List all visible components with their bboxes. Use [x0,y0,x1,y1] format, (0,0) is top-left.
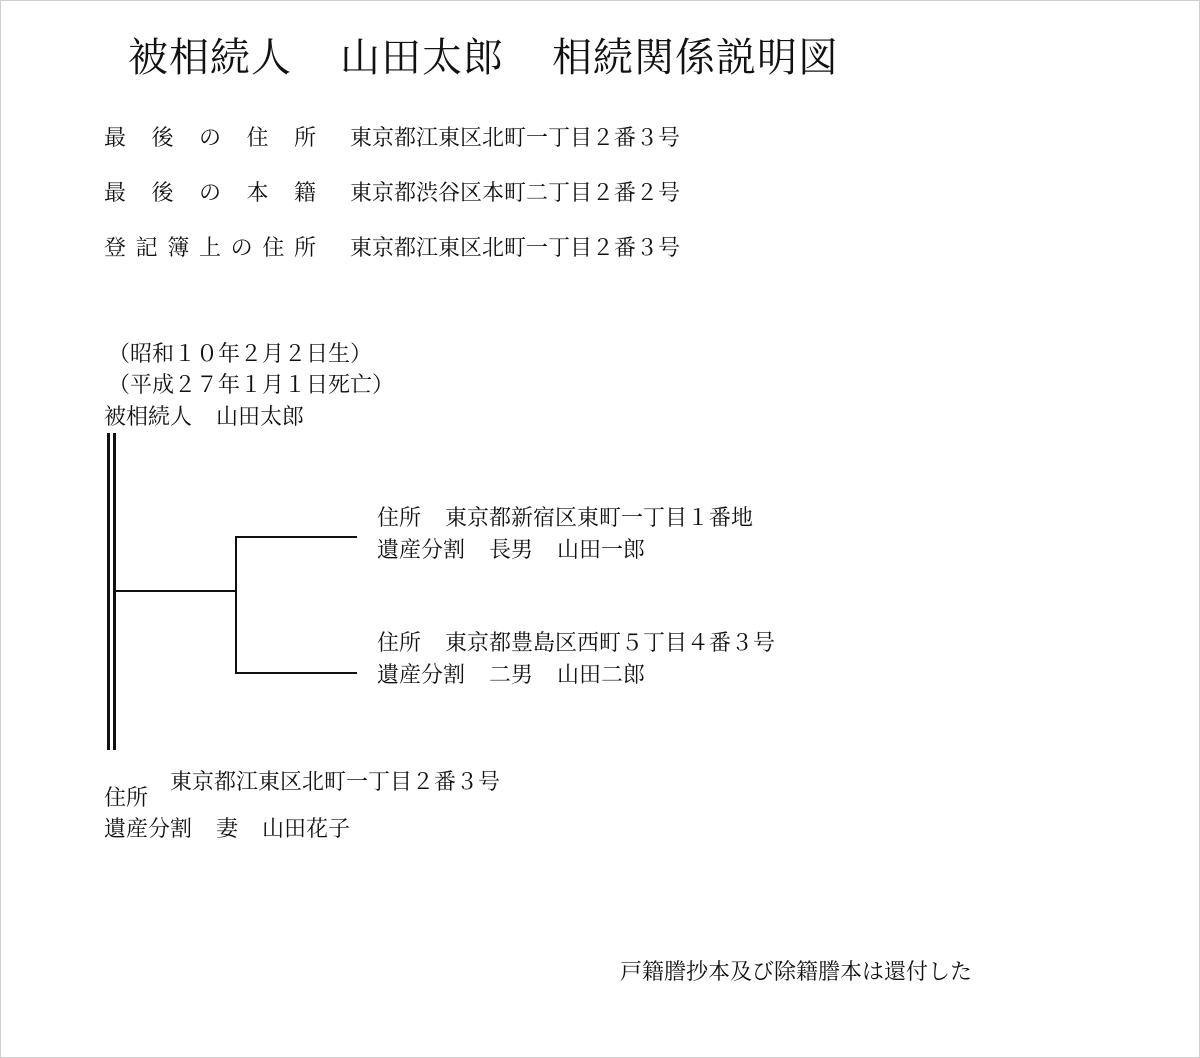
child-1-name: 山田一郎 [557,538,646,563]
spouse-division: 遺産分割 [104,817,193,842]
spouse-name: 山田花子 [262,817,351,842]
info-label: 登記簿上の住所 [104,236,316,261]
child-1-address: 東京都新宿区東町一丁目１番地 [445,506,754,531]
title-doc-name: 相続関係説明図 [552,35,839,81]
spouse-address-label: 住所 [104,786,149,811]
child-branch-2 [235,672,357,674]
decedent-death: （平成２７年１月１日死亡） [108,373,395,398]
child-2-division: 遺産分割 [377,663,466,688]
child-2-address: 東京都豊島区西町５丁目４番３号 [445,631,776,656]
decedent-name: 山田太郎 [216,405,305,430]
child-1-address-label: 住所 [377,506,422,531]
info-label: 最後の住所 [104,126,316,151]
child-2-address-label: 住所 [377,631,422,656]
info-value: 東京都江東区北町一丁目２番３号 [350,126,681,151]
return-note: 戸籍謄抄本及び除籍謄本は還付した [620,960,973,985]
decedent-label [104,403,304,433]
child-2-relation: 二男 [489,663,534,688]
info-row-last-domicile [104,179,680,209]
document-title [128,32,839,84]
info-label: 最後の本籍 [104,181,316,206]
marriage-line-left [107,433,110,750]
info-row-registry-address [104,234,680,264]
child-connector-vertical [235,536,237,674]
child-connector-horizontal [116,590,236,592]
info-value: 東京都渋谷区本町二丁目２番２号 [350,181,681,206]
child-1-division: 遺産分割 [377,538,466,563]
info-value: 東京都江東区北町一丁目２番３号 [350,236,681,261]
spouse-relation: 妻 [216,817,239,842]
child-2-address-line [377,629,775,659]
decedent-role: 被相続人 [104,405,193,430]
child-branch-1 [235,536,357,538]
child-1-relation: 長男 [489,538,534,563]
child-1-heir-line [377,536,645,566]
child-2-heir-line [377,661,645,691]
spouse-heir-line [104,815,350,845]
title-decedent-name: 山田太郎 [340,35,504,81]
info-row-last-address [104,124,680,154]
child-2-name: 山田二郎 [557,663,646,688]
spouse-address: 東京都江東区北町一丁目２番３号 [170,770,501,795]
title-role: 被相続人 [128,35,292,81]
decedent-birth: （昭和１０年２月２日生） [108,342,373,367]
child-1-address-line [377,504,753,534]
